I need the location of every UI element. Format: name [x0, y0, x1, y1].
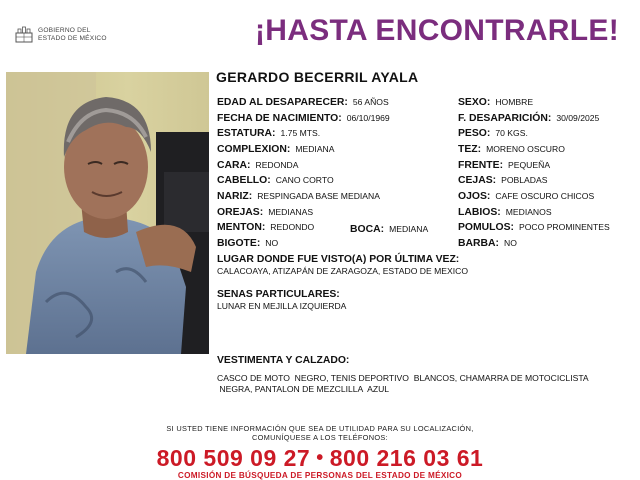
logo-text-line2: ESTADO DE MÉXICO	[38, 34, 107, 42]
field-value: NO	[503, 238, 517, 248]
field-value: MEDIANA	[389, 224, 429, 234]
field-sexo	[458, 95, 533, 109]
section-lugar-value: CALACOAYA, ATIZAPÁN DE ZARAGOZA, ESTADO DE MEXICO	[217, 266, 469, 276]
government-logo	[14, 24, 114, 46]
field-pomulos	[458, 220, 610, 234]
field-label: ESTATURA:	[217, 128, 276, 139]
field-value: HOMBRE	[495, 97, 534, 107]
state-emblem-icon	[14, 24, 34, 44]
field-cejas	[458, 173, 547, 187]
field-estatura	[217, 126, 320, 140]
field-label: TEZ:	[458, 144, 482, 155]
field-complexion	[217, 142, 334, 156]
field-value: 30/09/2025	[556, 113, 600, 123]
field-label: PESO:	[458, 128, 491, 139]
field-f-desaparicion	[458, 111, 599, 125]
comision-footer: COMISIÓN DE BÚSQUEDA DE PERSONAS DEL ESTADO DE MÉXICO	[177, 471, 463, 480]
field-fecha-nacimiento	[217, 111, 390, 125]
field-ojos	[458, 189, 594, 203]
field-value: MEDIANOS	[505, 207, 552, 217]
field-value: MEDIANAS	[268, 207, 314, 217]
field-label: OJOS:	[458, 191, 491, 202]
field-value: 56 AÑOS	[352, 97, 389, 107]
field-label: MENTON:	[217, 222, 266, 233]
person-name: GERARDO BECERRIL AYALA	[216, 69, 419, 85]
field-barba	[458, 236, 517, 250]
section-vestimenta-label: VESTIMENTA Y CALZADO:	[217, 355, 350, 366]
field-label: COMPLEXION:	[217, 144, 291, 155]
field-labios	[458, 205, 552, 219]
section-vestimenta-line1: CASCO DE MOTO NEGRO, TENIS DEPORTIVO BLANCOS, CHAMARRA DE MOTOCICLISTA	[217, 373, 589, 383]
field-value: REDONDA	[255, 160, 299, 170]
section-senas-label: SENAS PARTICULARES:	[217, 289, 340, 300]
field-tez	[458, 142, 565, 156]
field-orejas	[217, 205, 313, 219]
field-value: CAFE OSCURO CHICOS	[495, 191, 595, 201]
field-label: POMULOS:	[458, 222, 514, 233]
field-nariz	[217, 189, 380, 203]
section-senas	[217, 289, 346, 312]
phone-number-2[interactable]: 800 216 03 61	[329, 445, 484, 471]
field-label: LABIOS:	[458, 207, 501, 218]
missing-person-photo	[6, 72, 209, 354]
field-cara	[217, 158, 298, 172]
contact-note	[0, 424, 640, 442]
field-value: PEQUEÑA	[508, 160, 551, 170]
phone-numbers	[0, 445, 640, 472]
field-label: EDAD AL DESAPARECER:	[217, 97, 348, 108]
logo-text-line1: GOBIERNO DEL	[38, 27, 91, 34]
field-frente	[458, 158, 550, 172]
field-value: MORENO OSCURO	[486, 144, 565, 154]
field-label: BIGOTE:	[217, 238, 261, 249]
field-boca	[350, 222, 428, 236]
section-senas-value: LUNAR EN MEJILLA IZQUIERDA	[217, 301, 347, 311]
field-label: FRENTE:	[458, 160, 504, 171]
headline: ¡HASTA ENCONTRARLE!	[255, 14, 620, 47]
phone-separator: •	[316, 447, 324, 469]
field-value: CANO CORTO	[275, 175, 334, 185]
field-label: BARBA:	[458, 238, 499, 249]
field-label: FECHA DE NACIMIENTO:	[217, 113, 342, 124]
field-value: 70 KGS.	[495, 128, 528, 138]
field-peso	[458, 126, 528, 140]
field-label: OREJAS:	[217, 207, 264, 218]
field-value: RESPINGADA BASE MEDIANA	[257, 191, 380, 201]
field-label: SEXO:	[458, 97, 491, 108]
logo-text	[38, 27, 107, 42]
field-label: F. DESAPARICIÓN:	[458, 113, 552, 124]
section-lugar-label: LUGAR DONDE FUE VISTO(A) POR ÚLTIMA VEZ:	[217, 254, 460, 265]
field-label: CEJAS:	[458, 175, 497, 186]
field-value: POBLADAS	[501, 175, 548, 185]
field-label: CABELLO:	[217, 175, 271, 186]
field-value: 06/10/1969	[346, 113, 390, 123]
field-value: MEDIANA	[295, 144, 335, 154]
phone-number-1[interactable]: 800 509 09 27	[156, 445, 311, 471]
contact-note-line1: SI USTED TIENE INFORMACIÓN QUE SEA DE UTILIDAD PARA SU LOCALIZACIÓN,	[166, 424, 474, 433]
field-value: REDONDO	[270, 222, 315, 232]
field-cabello	[217, 173, 334, 187]
field-value: POCO PROMINENTES	[519, 222, 610, 232]
section-vestimenta	[217, 355, 589, 395]
section-vestimenta-line2: NEGRA, PANTALON DE MEZCLILLA AZUL	[217, 384, 390, 394]
field-label: CARA:	[217, 160, 251, 171]
field-value: NO	[265, 238, 279, 248]
field-edad	[217, 95, 389, 109]
field-menton	[217, 220, 314, 234]
field-label: NARIZ:	[217, 191, 253, 202]
contact-note-line2: COMUNÍQUESE A LOS TELÉFONOS:	[252, 433, 388, 442]
field-label: BOCA:	[350, 224, 385, 235]
field-bigote	[217, 236, 278, 250]
section-lugar	[217, 254, 468, 277]
field-value: 1.75 MTS.	[280, 128, 321, 138]
